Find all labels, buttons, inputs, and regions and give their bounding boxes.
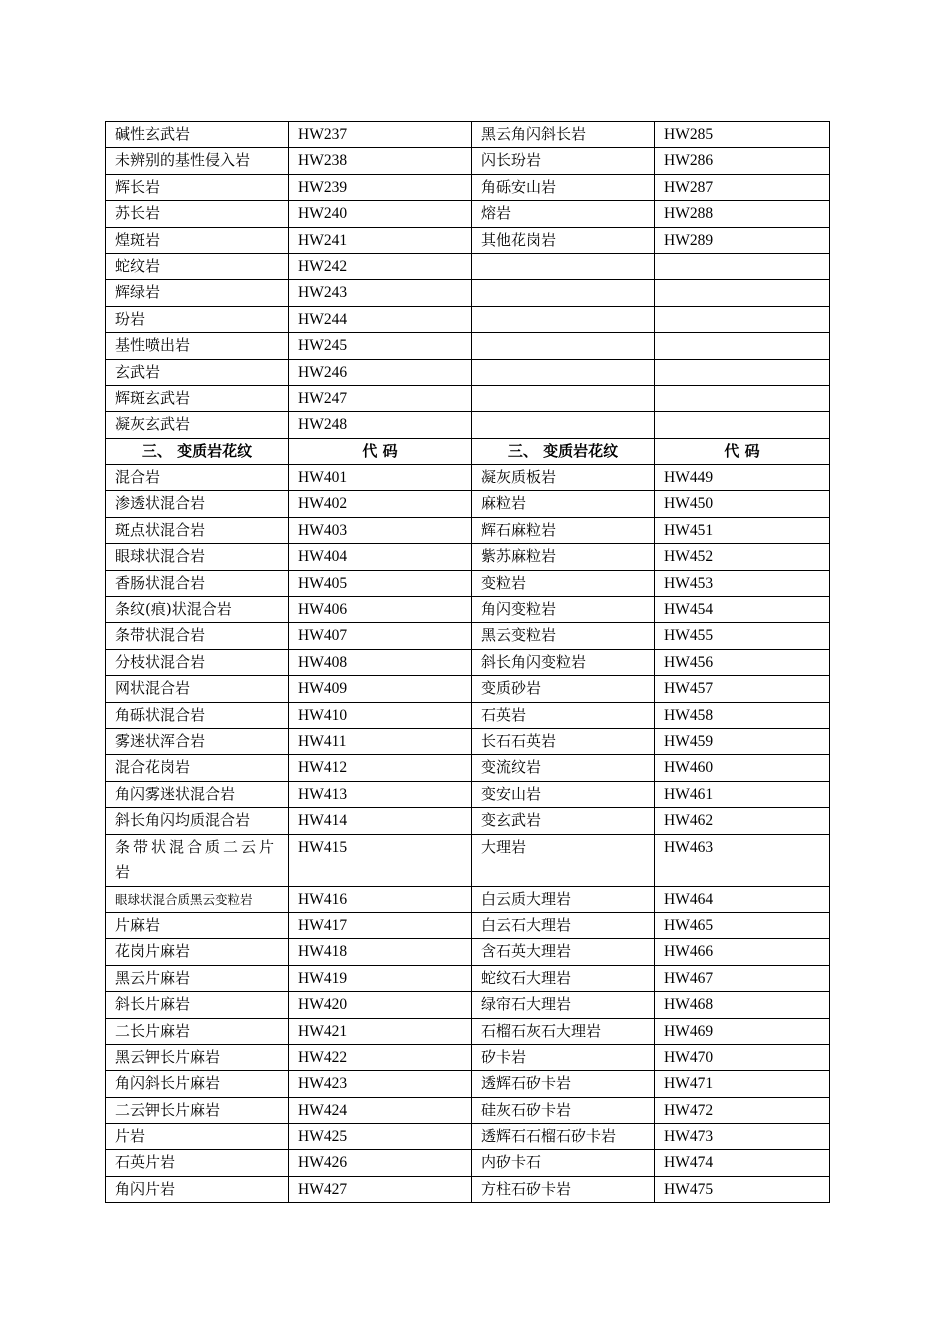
code-cell: HW471 xyxy=(655,1071,830,1097)
code-cell xyxy=(655,253,830,279)
header-code-cell: 代 码 xyxy=(655,438,830,464)
rock-name-cell: 玄武岩 xyxy=(106,359,289,385)
code-cell: HW409 xyxy=(289,676,472,702)
rock-name-cell: 透辉石石榴石矽卡岩 xyxy=(472,1124,655,1150)
table-row xyxy=(106,333,830,359)
table-row xyxy=(106,886,830,912)
rock-name-cell: 二长片麻岩 xyxy=(106,1018,289,1044)
code-cell: HW420 xyxy=(289,992,472,1018)
rock-name-cell: 黑云钾长片麻岩 xyxy=(106,1044,289,1070)
code-cell: HW459 xyxy=(655,728,830,754)
code-cell: HW451 xyxy=(655,517,830,543)
rock-name-cell: 矽卡岩 xyxy=(472,1044,655,1070)
code-cell: HW457 xyxy=(655,676,830,702)
code-cell: HW241 xyxy=(289,227,472,253)
rock-name-cell: 石英岩 xyxy=(472,702,655,728)
code-cell: HW421 xyxy=(289,1018,472,1044)
rock-name-cell: 混合花岗岩 xyxy=(106,755,289,781)
rock-name-cell: 角闪片岩 xyxy=(106,1176,289,1202)
code-cell: HW288 xyxy=(655,201,830,227)
rock-name-cell xyxy=(472,412,655,438)
code-cell xyxy=(655,333,830,359)
rock-name-cell: 硅灰石矽卡岩 xyxy=(472,1097,655,1123)
rock-name-cell: 辉长岩 xyxy=(106,174,289,200)
code-cell: HW422 xyxy=(289,1044,472,1070)
code-cell: HW463 xyxy=(655,834,830,886)
table-row xyxy=(106,570,830,596)
code-cell: HW405 xyxy=(289,570,472,596)
rock-name-cell: 凝灰玄武岩 xyxy=(106,412,289,438)
rock-name-cell: 眼球状混合岩 xyxy=(106,544,289,570)
code-cell: HW407 xyxy=(289,623,472,649)
code-cell: HW287 xyxy=(655,174,830,200)
code-cell: HW237 xyxy=(289,122,472,148)
code-cell: HW401 xyxy=(289,465,472,491)
rock-name-cell: 变质砂岩 xyxy=(472,676,655,702)
table-row xyxy=(106,122,830,148)
code-cell: HW413 xyxy=(289,781,472,807)
table-row xyxy=(106,544,830,570)
rock-name-cell: 片麻岩 xyxy=(106,912,289,938)
table-row xyxy=(106,148,830,174)
code-cell: HW427 xyxy=(289,1176,472,1202)
table-row xyxy=(106,385,830,411)
code-cell xyxy=(655,359,830,385)
code-cell: HW414 xyxy=(289,808,472,834)
rock-name-cell xyxy=(472,306,655,332)
rock-name-cell: 石英片岩 xyxy=(106,1150,289,1176)
rock-name-cell: 香肠状混合岩 xyxy=(106,570,289,596)
code-cell: HW412 xyxy=(289,755,472,781)
code-cell: HW406 xyxy=(289,597,472,623)
rock-name-cell: 眼球状混合质黑云变粒岩 xyxy=(106,886,289,912)
code-cell: HW458 xyxy=(655,702,830,728)
code-cell: HW240 xyxy=(289,201,472,227)
rock-name-cell: 石榴石灰石大理岩 xyxy=(472,1018,655,1044)
table-row xyxy=(106,1071,830,1097)
code-cell: HW408 xyxy=(289,649,472,675)
rock-name-cell: 斑点状混合岩 xyxy=(106,517,289,543)
code-cell: HW454 xyxy=(655,597,830,623)
code-cell: HW461 xyxy=(655,781,830,807)
code-cell: HW473 xyxy=(655,1124,830,1150)
rock-name-cell: 角闪斜长片麻岩 xyxy=(106,1071,289,1097)
code-cell: HW467 xyxy=(655,965,830,991)
table-row xyxy=(106,1150,830,1176)
rock-name-cell: 煌斑岩 xyxy=(106,227,289,253)
code-cell: HW426 xyxy=(289,1150,472,1176)
code-cell: HW245 xyxy=(289,333,472,359)
rock-name-cell: 基性喷出岩 xyxy=(106,333,289,359)
section-header-row xyxy=(106,438,830,464)
table-row xyxy=(106,1044,830,1070)
code-cell: HW419 xyxy=(289,965,472,991)
rock-name-cell: 大理岩 xyxy=(472,834,655,886)
table-row xyxy=(106,965,830,991)
table-row xyxy=(106,1176,830,1202)
code-cell: HW404 xyxy=(289,544,472,570)
code-cell: HW402 xyxy=(289,491,472,517)
code-cell: HW403 xyxy=(289,517,472,543)
table-row xyxy=(106,201,830,227)
rock-name-cell: 变粒岩 xyxy=(472,570,655,596)
code-cell: HW286 xyxy=(655,148,830,174)
rock-name-cell: 斜长角闪变粒岩 xyxy=(472,649,655,675)
rock-name-cell: 黑云变粒岩 xyxy=(472,623,655,649)
rock-name-cell: 角闪雾迷状混合岩 xyxy=(106,781,289,807)
header-code-cell: 代 码 xyxy=(289,438,472,464)
code-cell: HW424 xyxy=(289,1097,472,1123)
rock-name-cell: 黑云角闪斜长岩 xyxy=(472,122,655,148)
code-cell: HW417 xyxy=(289,912,472,938)
code-cell: HW466 xyxy=(655,939,830,965)
rock-name-cell xyxy=(472,253,655,279)
rock-name-cell: 网状混合岩 xyxy=(106,676,289,702)
rock-name-cell: 其他花岗岩 xyxy=(472,227,655,253)
table-row xyxy=(106,623,830,649)
rock-name-cell: 雾迷状浑合岩 xyxy=(106,728,289,754)
table-row xyxy=(106,1097,830,1123)
code-cell: HW468 xyxy=(655,992,830,1018)
rock-name-cell: 变流纹岩 xyxy=(472,755,655,781)
rock-name-cell: 熔岩 xyxy=(472,201,655,227)
header-pattern-cell: 三、 变质岩花纹 xyxy=(472,438,655,464)
table-row xyxy=(106,912,830,938)
rock-name-cell: 角砾状混合岩 xyxy=(106,702,289,728)
rock-name-cell: 蛇纹岩 xyxy=(106,253,289,279)
code-cell: HW416 xyxy=(289,886,472,912)
rock-name-cell: 混合岩 xyxy=(106,465,289,491)
code-cell: HW425 xyxy=(289,1124,472,1150)
code-cell: HW475 xyxy=(655,1176,830,1202)
code-cell: HW450 xyxy=(655,491,830,517)
rock-name-cell: 白云石大理岩 xyxy=(472,912,655,938)
rock-name-cell: 花岗片麻岩 xyxy=(106,939,289,965)
code-cell: HW285 xyxy=(655,122,830,148)
code-cell: HW455 xyxy=(655,623,830,649)
code-cell xyxy=(655,280,830,306)
rock-name-cell: 未辨别的基性侵入岩 xyxy=(106,148,289,174)
rock-name-cell: 方柱石矽卡岩 xyxy=(472,1176,655,1202)
code-cell xyxy=(655,412,830,438)
table-row xyxy=(106,253,830,279)
table-row xyxy=(106,1124,830,1150)
rock-name-cell: 内矽卡石 xyxy=(472,1150,655,1176)
code-cell: HW238 xyxy=(289,148,472,174)
code-cell: HW462 xyxy=(655,808,830,834)
code-cell: HW248 xyxy=(289,412,472,438)
table-row xyxy=(106,755,830,781)
rock-name-cell: 条带状混合岩 xyxy=(106,623,289,649)
table-row xyxy=(106,359,830,385)
rock-name-cell: 辉绿岩 xyxy=(106,280,289,306)
table-body xyxy=(106,122,830,1203)
table-row xyxy=(106,491,830,517)
rock-name-cell: 片岩 xyxy=(106,1124,289,1150)
rock-name-cell: 麻粒岩 xyxy=(472,491,655,517)
table-row xyxy=(106,517,830,543)
rock-name-cell: 凝灰质板岩 xyxy=(472,465,655,491)
code-cell xyxy=(655,306,830,332)
code-cell: HW474 xyxy=(655,1150,830,1176)
table-row xyxy=(106,781,830,807)
table-row xyxy=(106,174,830,200)
table-row xyxy=(106,1018,830,1044)
code-cell: HW469 xyxy=(655,1018,830,1044)
table-row xyxy=(106,702,830,728)
code-cell: HW452 xyxy=(655,544,830,570)
rock-name-cell: 辉石麻粒岩 xyxy=(472,517,655,543)
code-cell: HW418 xyxy=(289,939,472,965)
rock-name-cell xyxy=(472,333,655,359)
table-row xyxy=(106,992,830,1018)
code-cell: HW453 xyxy=(655,570,830,596)
rock-name-cell: 辉斑玄武岩 xyxy=(106,385,289,411)
code-cell: HW289 xyxy=(655,227,830,253)
code-cell: HW456 xyxy=(655,649,830,675)
rock-name-cell: 长石石英岩 xyxy=(472,728,655,754)
rock-name-cell: 角砾安山岩 xyxy=(472,174,655,200)
table-row xyxy=(106,649,830,675)
rock-name-cell: 绿帘石大理岩 xyxy=(472,992,655,1018)
code-cell: HW411 xyxy=(289,728,472,754)
rock-name-cell: 渗透状混合岩 xyxy=(106,491,289,517)
header-pattern-cell: 三、 变质岩花纹 xyxy=(106,438,289,464)
rock-name-cell: 条带状混合质二云片岩 xyxy=(106,834,289,886)
rock-pattern-code-table xyxy=(105,121,830,1203)
rock-name-cell: 玢岩 xyxy=(106,306,289,332)
code-cell: HW247 xyxy=(289,385,472,411)
table-row xyxy=(106,597,830,623)
rock-name-cell: 含石英大理岩 xyxy=(472,939,655,965)
rock-name-cell xyxy=(472,385,655,411)
rock-name-cell: 斜长角闪均质混合岩 xyxy=(106,808,289,834)
rock-name-cell xyxy=(472,280,655,306)
rock-name-cell: 二云钾长片麻岩 xyxy=(106,1097,289,1123)
rock-name-cell xyxy=(472,359,655,385)
code-cell: HW415 xyxy=(289,834,472,886)
code-cell: HW243 xyxy=(289,280,472,306)
code-cell: HW464 xyxy=(655,886,830,912)
code-cell xyxy=(655,385,830,411)
rock-name-cell: 黑云片麻岩 xyxy=(106,965,289,991)
code-cell: HW423 xyxy=(289,1071,472,1097)
code-cell: HW460 xyxy=(655,755,830,781)
table-row xyxy=(106,227,830,253)
table-row xyxy=(106,465,830,491)
rock-name-cell: 角闪变粒岩 xyxy=(472,597,655,623)
code-cell: HW239 xyxy=(289,174,472,200)
code-cell: HW244 xyxy=(289,306,472,332)
code-cell: HW465 xyxy=(655,912,830,938)
rock-name-cell: 变安山岩 xyxy=(472,781,655,807)
table-row xyxy=(106,280,830,306)
table-row xyxy=(106,728,830,754)
rock-name-cell: 紫苏麻粒岩 xyxy=(472,544,655,570)
rock-name-cell: 条纹(痕)状混合岩 xyxy=(106,597,289,623)
rock-name-cell: 变玄武岩 xyxy=(472,808,655,834)
rock-name-cell: 苏长岩 xyxy=(106,201,289,227)
code-cell: HW470 xyxy=(655,1044,830,1070)
rock-name-cell: 闪长玢岩 xyxy=(472,148,655,174)
table-row xyxy=(106,412,830,438)
rock-name-cell: 碱性玄武岩 xyxy=(106,122,289,148)
rock-name-cell: 白云质大理岩 xyxy=(472,886,655,912)
rock-name-cell: 蛇纹石大理岩 xyxy=(472,965,655,991)
rock-name-cell: 斜长片麻岩 xyxy=(106,992,289,1018)
rock-name-cell: 分枝状混合岩 xyxy=(106,649,289,675)
rock-name-cell: 透辉石矽卡岩 xyxy=(472,1071,655,1097)
code-cell: HW472 xyxy=(655,1097,830,1123)
code-cell: HW246 xyxy=(289,359,472,385)
table-row xyxy=(106,676,830,702)
code-cell: HW410 xyxy=(289,702,472,728)
code-cell: HW449 xyxy=(655,465,830,491)
table-row xyxy=(106,834,830,886)
code-cell: HW242 xyxy=(289,253,472,279)
table-row xyxy=(106,808,830,834)
table-row xyxy=(106,939,830,965)
table-row xyxy=(106,306,830,332)
